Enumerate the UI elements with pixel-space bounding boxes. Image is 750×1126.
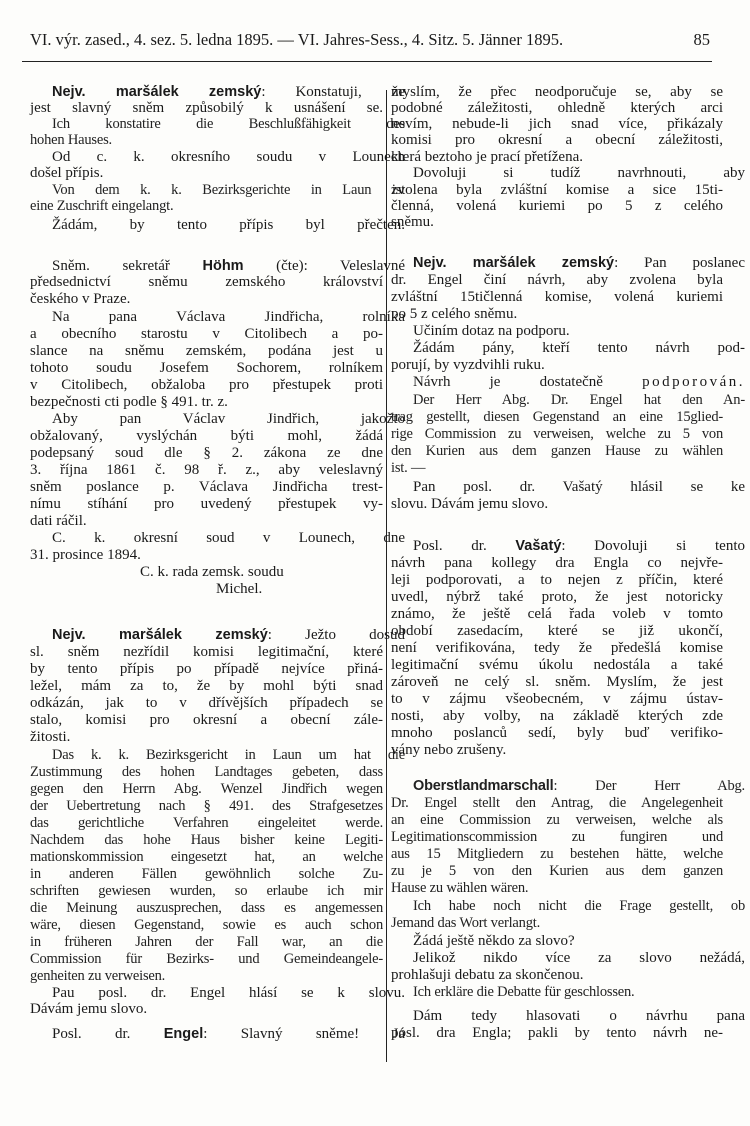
text-line (30, 832, 383, 849)
text-line (391, 426, 723, 443)
text-line (140, 564, 383, 581)
line-text: Michel. (216, 581, 263, 597)
line-text: : Dovoluji si tento (561, 538, 745, 554)
speaker-name: Höhm (202, 258, 244, 274)
text-line (391, 640, 723, 657)
text-line (391, 132, 723, 149)
text-line (391, 898, 745, 915)
text-line (30, 377, 383, 394)
line-text: zu je 5 von den Kurien aus dem ganzen (391, 863, 723, 879)
line-text: 3. října 1861 č. 98 ř. z., aby veleslavný (30, 462, 383, 478)
text-line (391, 967, 723, 984)
text-line (30, 132, 383, 149)
text-line (30, 84, 405, 101)
line-text: sněm poslance p. Václava Jindřicha trest- (30, 479, 383, 495)
line-text: odkázán, jak to v dřívějších případech se (30, 695, 383, 711)
running-header (30, 30, 710, 52)
line-text: : Konstatuji, že (261, 84, 405, 100)
text-line (391, 100, 723, 117)
line-text: zároveň ne celý sl. sněm. Myslím, že jest (391, 674, 723, 690)
line-text: mnoho poslanců sedí, byly buď verifiko- (391, 725, 723, 741)
line-text: která beztoho je prací přetížena. (391, 149, 583, 165)
text-line (30, 274, 383, 291)
line-text: nímu stíhání pro uvedený přestupek vy- (30, 496, 383, 512)
line-text: Jelikož nikdo více za slovo nežádá, (413, 950, 745, 966)
text-line (30, 900, 383, 917)
text-line (391, 674, 723, 691)
text-line (30, 462, 383, 479)
line-text: Dovoluji si tudíž navrhnouti, aby (413, 165, 745, 181)
text-line (30, 849, 383, 866)
line-text: Der Herr Abg. Dr. Engel hat den An- (413, 392, 745, 408)
text-line (30, 661, 383, 678)
line-text: Ich konstatire die Beschlußfähigkeit des (52, 116, 405, 132)
text-line (391, 392, 745, 409)
line-text: Na pana Václava Jindřicha, rolníka (52, 309, 405, 325)
text-line (391, 182, 723, 199)
line-text: den Kurien aus dem ganzen Hause zu wählen (391, 443, 723, 459)
line-text: došel přípis. (30, 165, 104, 181)
line-text: není verifikována, tedy že předešlá komise (391, 640, 723, 656)
line-text: slovu. Dávám jemu slovo. (391, 496, 549, 512)
text-line (391, 708, 723, 725)
text-line (30, 968, 383, 985)
line-text: předsednictví sněmu zemského království (30, 274, 383, 290)
text-line (391, 915, 723, 932)
line-text: zvláštní 15tičlenná komise, volená kuriemi (391, 289, 723, 305)
text-line (391, 443, 723, 460)
text-line (391, 538, 745, 555)
line-text: Učiním dotaz na podporu. (413, 323, 570, 339)
line-text: slance na sněmu zemském, podána jest u (30, 343, 383, 359)
line-text: C. k. rada zemsk. soudu (140, 564, 284, 580)
line-text: vány nebo zrušeny. (391, 742, 507, 758)
text-line (30, 1026, 405, 1043)
text-line (391, 84, 723, 101)
text-line (30, 116, 405, 133)
line-text: : Ježto dosud (267, 627, 405, 643)
column-divider (386, 90, 387, 1062)
text-line (391, 479, 745, 496)
line-text: po 5 z celého sněmu. (391, 306, 518, 322)
line-text: zvolena byla zvláštní komise a sice 15ti- (391, 182, 723, 198)
line-text: a obecního starostu v Citolibech a po- (30, 326, 383, 342)
speaker-name: Nejv. maršálek zemský (52, 627, 268, 643)
line-text: podobné záležitosti, ohledně kterých arci (391, 100, 723, 116)
text-line (391, 357, 723, 374)
text-line (391, 606, 723, 623)
line-text: Sněm. sekretář (52, 258, 203, 274)
text-line (391, 323, 745, 340)
line-text: návrh pana kollegy dra Engla co nejvře- (391, 555, 723, 571)
text-line (391, 950, 745, 967)
line-text: trag gestellt, diesen Gegenstand an eine 15glied- (391, 409, 723, 425)
line-text: das gerichtliche Verfahren eingeleitet werde. (30, 815, 383, 831)
line-text: Legitimationscommission zu fungiren und (391, 829, 723, 845)
text-line (30, 394, 383, 411)
line-text: aus 15 Mitgliedern zu bestehen hätte, welche (391, 846, 723, 862)
speaker-name: Oberstlandmarschall (413, 778, 554, 794)
text-line (30, 644, 383, 661)
line-text: podepsaný soud dle § 2. zákona ze dne (30, 445, 383, 461)
line-text: Posl. dr. (52, 1026, 164, 1042)
text-line (391, 340, 745, 357)
line-text: Pau posl. dr. Engel hlásí se k slovu. (52, 985, 405, 1001)
line-text: uvedl, nýbrž také proto, že jest notoricky (391, 589, 723, 605)
line-text: leji podporovati, a to nejen z příčin, které (391, 572, 723, 588)
line-text: českého v Praze. (30, 291, 131, 307)
line-text: Hause zu wählen wären. (391, 880, 529, 896)
text-line (391, 289, 723, 306)
line-text: Das k. k. Bezirksgericht in Laun um hat die (52, 747, 405, 763)
line-text: 31. prosince 1894. (30, 547, 141, 563)
text-line (391, 933, 745, 950)
text-line (391, 572, 723, 589)
line-text: komisi pro okresní a obecní záležitosti, (391, 132, 723, 148)
text-line (391, 255, 745, 272)
line-text: mationskommission eingesetzt hat, an welche (30, 849, 383, 865)
line-text: sl. sněm nezřídil komisi legitimační, které (30, 644, 383, 660)
text-line (216, 581, 383, 598)
line-text: Žádám, by tento přípis byl přečten. (52, 217, 405, 233)
line-text: žitosti. (30, 729, 71, 745)
text-line (30, 883, 383, 900)
text-line (391, 623, 723, 640)
speaker-name: Nejv. maršálek zemský (413, 255, 615, 271)
text-line (30, 309, 405, 326)
text-line (391, 1025, 723, 1042)
header-rule (22, 61, 712, 62)
line-text: C. k. okresní soud v Lounech, dne (52, 530, 405, 546)
line-text: prohlašuji debatu za skončenou. (391, 967, 584, 983)
line-text: (čte): Veleslavné (243, 258, 406, 274)
line-text: der Uebertretung nach § 491. des Strafgesetzes (30, 798, 383, 814)
text-line (391, 846, 723, 863)
text-line (30, 445, 383, 462)
line-text: rige Commission zu verweisen, welche zu 5 von (391, 426, 723, 442)
line-text: posl. dra Engla; pakli by tento návrh ne- (391, 1025, 723, 1041)
line-text: jest slavný sněm způsobilý k usnášení se. (30, 100, 383, 116)
text-line (391, 829, 723, 846)
line-text: stalo, komisi pro okresní a obecní zále- (30, 712, 383, 728)
text-line (30, 360, 383, 377)
text-line (30, 496, 383, 513)
line-text: dati ráčil. (30, 513, 87, 529)
text-line (391, 149, 723, 166)
line-text: Von dem k. k. Bezirksgerichte in Laun ist (52, 182, 405, 198)
line-text: in anderen Fällen gewöhnlich solche Zu- (30, 866, 383, 882)
text-line (391, 589, 723, 606)
text-line (30, 815, 383, 832)
text-line (30, 530, 405, 547)
text-line (391, 657, 723, 674)
line-text: gegen den Herrn Abg. Wenzel Jindřich wegen (30, 781, 383, 797)
text-line (30, 479, 383, 496)
text-line (30, 985, 405, 1002)
line-text: myslím, že přec neodporučuje se, aby se (391, 84, 723, 100)
line-text: Od c. k. okresního soudu v Lounech (52, 149, 405, 165)
line-text: eine Zuschrift eingelangt. (30, 198, 174, 214)
line-text: an eine Commission zu verweisen, welche als (391, 812, 723, 828)
line-text: nevím, nebude-li jich snad více, přikázaly (391, 116, 723, 132)
text-line (391, 795, 723, 812)
line-text: sněmu. (391, 214, 434, 230)
header-title: VI. výr. zased., 4. sez. 5. ledna 1895. — VI. Jahres-Sess., 4. Sitz. 5. Jänner 1895. (30, 30, 564, 49)
text-line (391, 409, 723, 426)
line-text: : Slavný sněme! Já (203, 1026, 406, 1042)
line-text: obžalovaný, vyslýchán býti mohl, žádá (30, 428, 383, 444)
text-line (30, 343, 383, 360)
line-text: podporován. (642, 374, 745, 390)
page-number: 85 (693, 30, 710, 49)
text-line (30, 513, 383, 530)
line-text: porují, by vyzdvihli ruku. (391, 357, 545, 373)
text-line (391, 691, 723, 708)
line-text: Pan posl. dr. Vašatý hlásil se ke (413, 479, 745, 495)
line-text: Návrh je dostatečně (413, 374, 643, 390)
line-text: wäre, diesen Gegenstand, sowie es auch schon (30, 917, 383, 933)
line-text: Dám tedy hlasovati o návrhu pana (413, 1008, 745, 1024)
text-line (30, 1001, 383, 1018)
line-text: ist. — (391, 460, 426, 476)
line-text: in früheren Jahren der Fall war, an die (30, 934, 383, 950)
line-text: Jemand das Wort verlangt. (391, 915, 540, 931)
text-line (30, 149, 405, 166)
line-text: Ich erkläre die Debatte für geschlossen. (413, 984, 635, 1000)
text-line (391, 1008, 745, 1025)
text-line (30, 798, 383, 815)
text-line (391, 880, 723, 897)
text-line (391, 460, 723, 477)
text-line (391, 984, 745, 1001)
line-text: Nachdem das hohe Haus bisher keine Legiti- (30, 832, 383, 848)
line-text: dr. Engel činí návrh, aby zvolena byla (391, 272, 723, 288)
speaker-name: Nejv. maršálek zemský (52, 84, 262, 100)
text-line (391, 863, 723, 880)
line-text: by tento přípis po případě nejvíce přiná- (30, 661, 383, 677)
line-text: Aby pan Václav Jindřich, jakožto (52, 411, 405, 427)
line-text: ležel, mám za to, že by mohl býti snad (30, 678, 383, 694)
line-text: Zustimmung des hohen Landtages gebeten, dass (30, 764, 383, 780)
text-line (391, 198, 723, 215)
text-line (30, 764, 383, 781)
line-text: genheiten zu verweisen. (30, 968, 166, 984)
line-text: Žádám pány, kteří tento návrh pod- (413, 340, 745, 356)
text-line (391, 812, 723, 829)
line-text: legitimační svému úkolu nedostála a také (391, 657, 723, 673)
text-line (30, 326, 383, 343)
line-text: bezpečnosti cti podle § 491. tr. z. (30, 394, 228, 410)
text-line (30, 917, 383, 934)
speaker-name: Vašatý (515, 538, 562, 554)
line-text: Commission für Bezirks- und Gemeindeangele- (30, 951, 383, 967)
text-line (391, 306, 723, 323)
text-line (30, 182, 405, 199)
speaker-name: Engel (163, 1026, 204, 1042)
text-line (30, 747, 405, 764)
text-line (30, 100, 383, 117)
text-line (30, 781, 383, 798)
line-text: známo, že ještě celá řada voleb v tomto (391, 606, 723, 622)
text-line (391, 116, 723, 133)
line-text: Dávám jemu slovo. (30, 1001, 148, 1017)
line-text: schriften gewiesen wurden, so erlaube ich mir (30, 883, 383, 899)
text-line (391, 374, 745, 391)
line-text: členná, volená kuriemi po 5 z celého (391, 198, 723, 214)
line-text: v Citolibech, obžaloba pro přestupek proti (30, 377, 383, 393)
line-text: období zasedacím, které se již ukončí, (391, 623, 723, 639)
line-text: Ich habe noch nicht die Frage gestellt, ob (413, 898, 745, 914)
text-line (30, 712, 383, 729)
text-line (391, 272, 723, 289)
text-line (30, 866, 383, 883)
line-text: to v zájmu všeobecném, v zájmu ústav- (391, 691, 723, 707)
text-line (391, 214, 723, 231)
text-line (30, 951, 383, 968)
line-text: Žádá ještě někdo za slovo? (413, 933, 575, 949)
text-line (30, 198, 383, 215)
line-text: : Der Herr Abg. (553, 778, 745, 794)
line-text: nosti, aby volby, na základě kterých zde (391, 708, 723, 724)
text-line (30, 258, 405, 275)
text-line (30, 411, 405, 428)
text-line (391, 496, 723, 513)
line-text: hohen Hauses. (30, 132, 112, 148)
text-line (391, 778, 745, 795)
line-text: Dr. Engel stellt den Antrag, die Angelegenheit (391, 795, 723, 811)
text-line (30, 217, 405, 234)
text-line (30, 678, 383, 695)
text-line (30, 695, 383, 712)
line-text: die Meinung auszusprechen, dass es angemessen (30, 900, 383, 916)
text-line (30, 547, 383, 564)
text-line (30, 729, 383, 746)
text-line (391, 555, 723, 572)
text-line (30, 165, 383, 182)
line-text: : Pan poslanec (614, 255, 745, 271)
text-line (30, 627, 405, 644)
line-text: Posl. dr. (413, 538, 516, 554)
text-line (391, 742, 723, 759)
text-line (30, 934, 383, 951)
text-line (30, 291, 383, 308)
line-text: tohoto soudu Josefem Sochorem, rolníkem (30, 360, 383, 376)
text-line (30, 428, 383, 445)
text-line (391, 725, 723, 742)
text-line (391, 165, 745, 182)
